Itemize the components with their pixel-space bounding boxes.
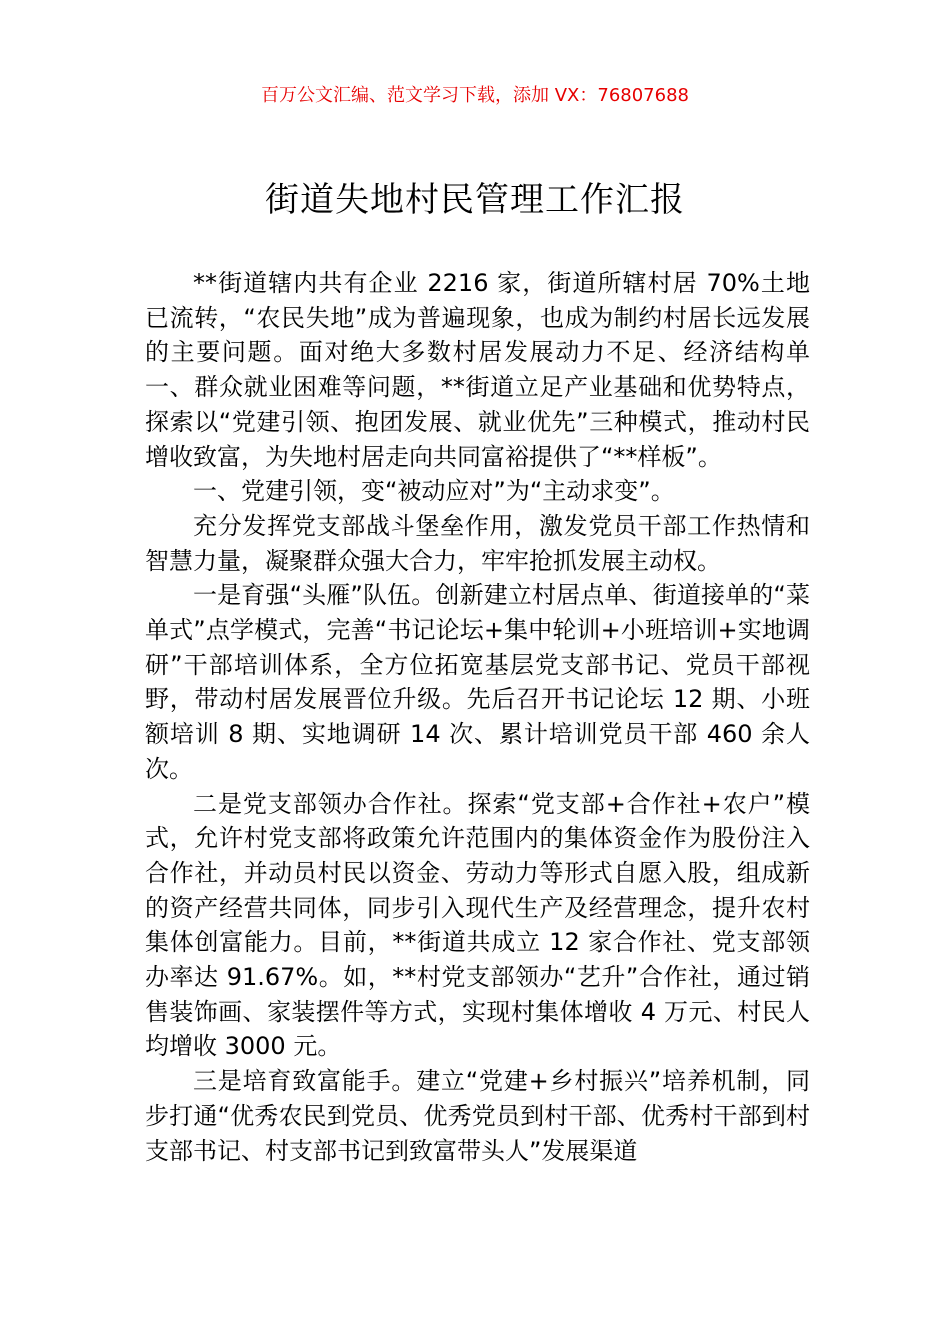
paragraph-intro: **街道辖内共有企业 2216 家，街道所辖村居 70%土地已流转，“农民失地”成为普遍现象，也成为制约村居长远发展的主要问题。面对绝大多数村居发展动力不足、经济结构单一、群众就业困难等问题，**街道立足产业基础和优势特点，探索以“党建引领、抱团发展、就业优先”三种模式，推动村民增收致富，为失地村居走向共同富裕提供了“**样板”。	[145, 269, 810, 471]
document-title: 街道失地村民管理工作汇报	[265, 180, 685, 220]
paragraph-item-3: 三是培育致富能手。建立“党建+乡村振兴”培养机制，同步打通“优秀农民到党员、优秀党员到村干部、优秀村干部到村支部书记、村支部书记到致富带头人”发展渠道	[145, 1067, 810, 1165]
watermark-banner: 百万公文汇编、范文学习下载，添加 VX：76807688	[261, 85, 689, 106]
section-heading-1: 一、党建引领，变“被动应对”为“主动求变”。	[193, 477, 675, 506]
paragraph-section-1-summary: 充分发挥党支部战斗堡垒作用，激发党员干部工作热情和智慧力量，凝聚群众强大合力，牢牢抢抓发展主动权。	[145, 511, 810, 575]
document-body	[145, 266, 810, 1168]
paragraph-item-2: 二是党支部领办合作社。探索“党支部+合作社+农户”模式，允许村党支部将政策允许范围内的集体资金作为股份注入合作社，并动员村民以资金、劳动力等形式自愿入股，组成新的资产经营共同体，同步引入现代生产及经营理念，提升农村集体创富能力。目前，**街道共成立 12 家合作社、党支部领办率达 91.67%。如，**村党支部领办“艺升”合作社，通过销售装饰画、家装摆件等方式，实现村集体增收 4 万元、村民人均增收 3000 元。	[145, 789, 810, 1061]
paragraph-item-1: 一是育强“头雁”队伍。创新建立村居点单、街道接单的“菜单式”点学模式，完善“书记论坛+集中轮训+小班培训+实地调研”干部培训体系，全方位拓宽基层党支部书记、党员干部视野，带动村居发展晋位升级。先后召开书记论坛 12 期、小班额培训 8 期、实地调研 14 次、累计培训党员干部 460 余人次。	[145, 581, 810, 783]
